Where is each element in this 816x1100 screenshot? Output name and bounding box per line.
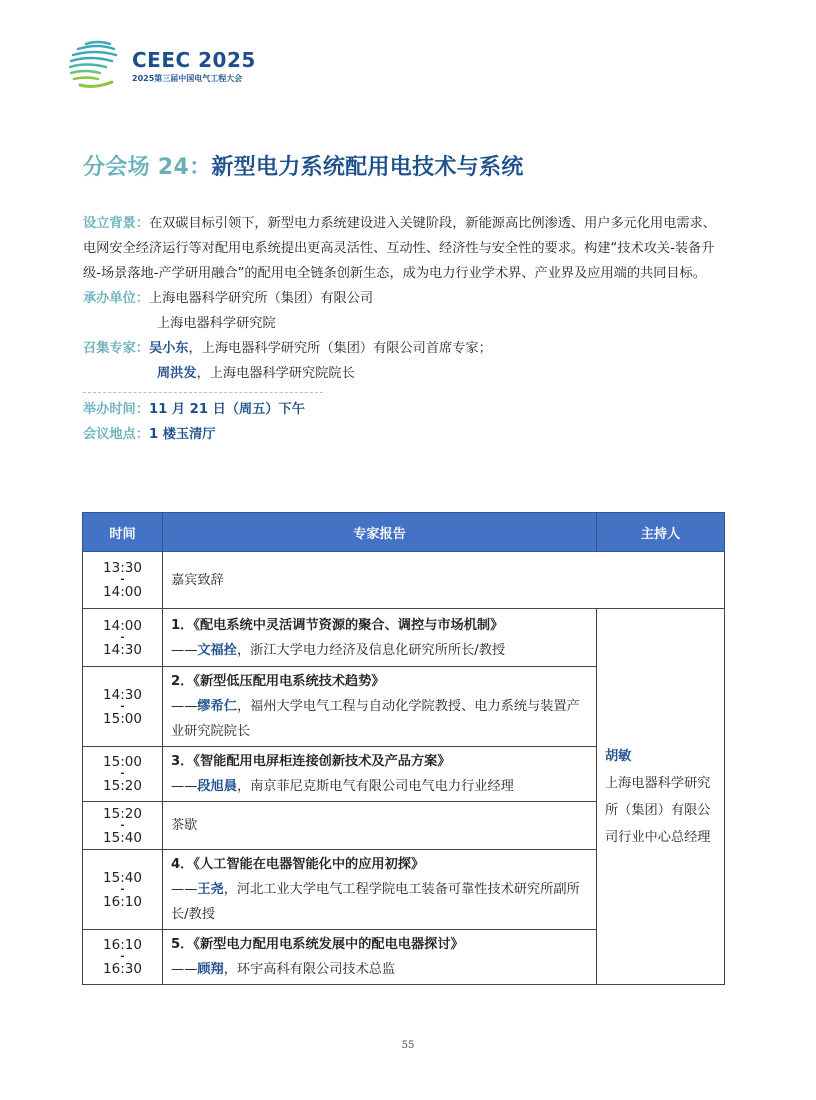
host-affil: 上海电器科学研究所（集团）有限公司行业中心总经理 — [605, 775, 711, 845]
break-cell: 茶歇 — [163, 802, 597, 850]
time-cell — [83, 609, 163, 667]
convener-label: 召集专家： — [83, 341, 149, 356]
talk-cell — [163, 609, 597, 667]
talk-speaker-line — [171, 638, 588, 663]
speaker-dash: —— — [171, 699, 198, 714]
ceec-logo — [68, 38, 268, 94]
time-cell — [83, 930, 163, 985]
background-text: 在双碳目标引领下，新型电力系统建设进入关键阶段，新能源高比例渗透、用户多元化用电需求、电网安全经济运行等对配用电系统提出更高灵活性、互动性、经济性与安全性的要求。构建“技术攻关-装备升级-场景落地-产学研用融合”的配用电全链条创新生态，成为电力行业学术界、产业界及应用端的共同目标。 — [83, 216, 716, 281]
host-name: 胡敏 — [605, 748, 632, 764]
talk-title: 2．《新型低压配用电系统技术趋势》 — [171, 674, 385, 689]
speaker-affil: ，福州大学电气工程与自动化学院教授、电力系统与装置产业研究院院长 — [171, 699, 580, 739]
ceec-globe-icon — [68, 38, 128, 94]
header-host: 主持人 — [597, 513, 725, 552]
talk-speaker-line — [171, 877, 588, 927]
speaker-name: 段旭晨 — [197, 779, 237, 794]
speaker-name: 王尧 — [197, 882, 224, 897]
talk-title: 4．《人工智能在电器智能化中的应用初探》 — [171, 857, 425, 872]
time-end: 15:20 — [103, 778, 142, 794]
time-cell — [83, 802, 163, 850]
speaker-affil: ，南京菲尼克斯电气有限公司电气电力行业经理 — [236, 779, 514, 794]
time-dash: - — [120, 951, 125, 962]
table-header-row — [83, 513, 725, 552]
time-row — [83, 397, 728, 422]
talk-title: 3．《智能配用电屏柜连接创新技术及产品方案》 — [171, 754, 451, 769]
time-end: 16:30 — [103, 961, 142, 977]
time-cell — [83, 552, 163, 609]
speaker-name: 顾翔 — [197, 962, 224, 977]
time-end: 15:00 — [103, 710, 142, 727]
organizer-label: 承办单位： — [83, 291, 149, 306]
time-start: 14:30 — [103, 686, 142, 703]
host-cell — [597, 609, 725, 985]
talk-title: 5．《新型电力配用电系统发展中的配电电器探讨》 — [171, 937, 464, 952]
talk-cell — [163, 930, 597, 985]
time-start: 15:00 — [103, 754, 142, 770]
talk-speaker-line — [171, 774, 588, 799]
speaker-affil: ，环宇高科有限公司技术总监 — [223, 962, 396, 977]
speaker-name: 文福拴 — [197, 642, 237, 658]
time-dash: - — [120, 631, 125, 643]
time-cell — [83, 747, 163, 802]
speaker-dash: —— — [171, 642, 198, 658]
organizer-row — [83, 286, 728, 311]
organizer-2: 上海电器科学研究院 — [157, 316, 276, 331]
talk-title: 1．《配电系统中灵活调节资源的聚合、调控与市场机制》 — [171, 617, 504, 633]
speaker-affil: ，河北工业大学电气工程学院电工装备可靠性技术研究所副所长/教授 — [171, 882, 580, 922]
venue-label: 会议地点： — [83, 427, 149, 442]
time-dash: - — [120, 768, 125, 779]
session-name: 新型电力系统配用电技术与系统 — [211, 155, 524, 180]
time-start: 15:40 — [103, 869, 142, 886]
logo-title: CEEC 2025 — [132, 48, 256, 72]
speaker-dash: —— — [171, 882, 198, 897]
convener-1-affil: ，上海电器科学研究所（集团）有限公司首席专家； — [188, 341, 492, 356]
speaker-dash: —— — [171, 779, 198, 794]
session-info — [83, 211, 728, 447]
speaker-dash: —— — [171, 962, 198, 977]
background-label: 设立背景： — [83, 216, 149, 231]
header-time: 时间 — [83, 513, 163, 552]
time-cell — [83, 667, 163, 747]
time-end: 14:30 — [103, 641, 142, 658]
table-row — [83, 552, 725, 609]
time-value: 11 月 21 日（周五）下午 — [148, 402, 305, 417]
session-number: 分会场 24： — [83, 155, 212, 180]
time-end: 16:10 — [103, 893, 142, 910]
convener-2-name: 周洪发 — [157, 366, 197, 381]
table-row — [83, 609, 725, 667]
time-end: 14:00 — [103, 584, 142, 600]
page-number: 55 — [401, 1040, 415, 1051]
convener-2-affil: ，上海电器科学研究院院长 — [196, 366, 355, 381]
background-paragraph — [83, 211, 728, 286]
session-title — [83, 150, 524, 181]
agenda-table — [82, 512, 725, 985]
time-dash: - — [120, 700, 125, 712]
dashed-divider — [83, 392, 323, 393]
time-dash: - — [120, 883, 125, 895]
venue-value: 1 楼玉清厅 — [148, 427, 216, 442]
time-label: 举办时间： — [83, 402, 149, 417]
talk-speaker-line — [171, 957, 588, 982]
time-dash: - — [120, 819, 125, 831]
venue-row — [83, 422, 728, 447]
talk-cell — [163, 667, 597, 747]
talk-speaker-line — [171, 694, 588, 744]
time-start: 16:10 — [103, 937, 142, 953]
time-cell — [83, 850, 163, 930]
speaker-name: 缪希仁 — [197, 699, 237, 714]
talk-cell — [163, 850, 597, 930]
speaker-affil: ，浙江大学电力经济及信息化研究所所长/教授 — [236, 642, 506, 658]
time-start: 14:00 — [103, 617, 142, 634]
convener-1-name: 吴小东 — [148, 341, 189, 356]
convener-row — [83, 336, 728, 361]
convener-row-2 — [83, 361, 728, 386]
time-start: 15:20 — [103, 805, 142, 822]
welcome-cell: 嘉宾致辞 — [163, 552, 725, 609]
organizer-1: 上海电器科学研究所（集团）有限公司 — [148, 291, 374, 306]
header-report: 专家报告 — [163, 513, 597, 552]
time-start: 13:30 — [103, 560, 142, 576]
logo-subtitle: 2025第三届中国电气工程大会 — [132, 74, 243, 83]
time-end: 15:40 — [103, 829, 142, 846]
time-dash: - — [120, 574, 125, 585]
talk-cell — [163, 747, 597, 802]
